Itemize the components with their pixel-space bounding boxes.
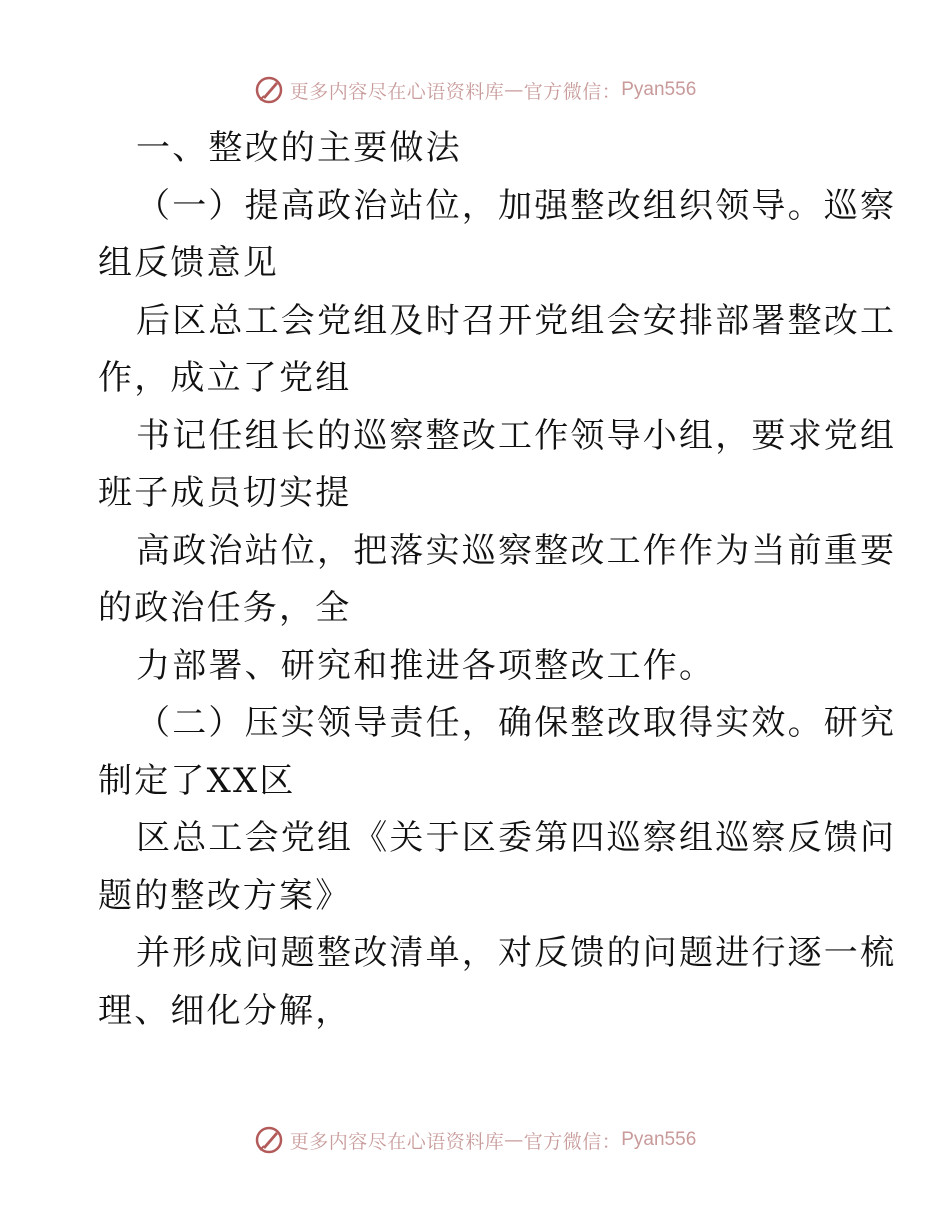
watermark-label: 官方微信： (523, 1130, 622, 1153)
header-watermark (0, 70, 950, 110)
text-line: 组反馈意见 (98, 243, 279, 283)
text-line: 的政治任务，全 (98, 588, 352, 628)
text-line: 后区总工会党组及时召开党组会安排部署整改工 (136, 300, 897, 341)
document-body (98, 120, 897, 1040)
text-line: （一）提高政治站位，加强整改组织领导。巡察 (136, 185, 897, 226)
watermark-id: Pyan556 (621, 79, 697, 100)
text-line: 题的整改方案》 (98, 875, 352, 916)
text-line: 高政治站位，把落实巡察整改工作作为当前重要 (136, 530, 897, 571)
text-line: 区总工会党组《关于区委第四巡察组巡察反馈问 (136, 818, 897, 858)
watermark-label: 官方微信： (523, 80, 622, 103)
footer-watermark (0, 1120, 950, 1160)
watermark-text: 更多内容尽在心语资料库 (289, 80, 505, 103)
watermark-text: 更多内容尽在心语资料库 (289, 1130, 505, 1153)
text-line: 制定了XX区 (98, 760, 296, 801)
text-line: 书记任组长的巡察整改工作领导小组，要求党组 (136, 415, 897, 456)
text-line: 理、细化分解， (98, 990, 352, 1031)
text-line: 并形成问题整改清单，对反馈的问题进行逐一梳 (136, 933, 897, 973)
text-line: 一、整改的主要做法 (136, 128, 462, 168)
text-line: 班子成员切实提 (98, 473, 352, 513)
watermark-dash: — (504, 1129, 524, 1151)
watermark-dash: — (504, 79, 524, 101)
quill-pen-logo-icon (254, 1125, 284, 1155)
text-line: 力部署、研究和推进各项整改工作。 (136, 645, 716, 686)
quill-pen-logo-icon (254, 75, 284, 105)
text-line: 作，成立了党组 (98, 358, 352, 398)
watermark-id: Pyan556 (621, 1129, 697, 1150)
text-line: （二）压实领导责任，确保整改取得实效。研究 (136, 703, 897, 743)
